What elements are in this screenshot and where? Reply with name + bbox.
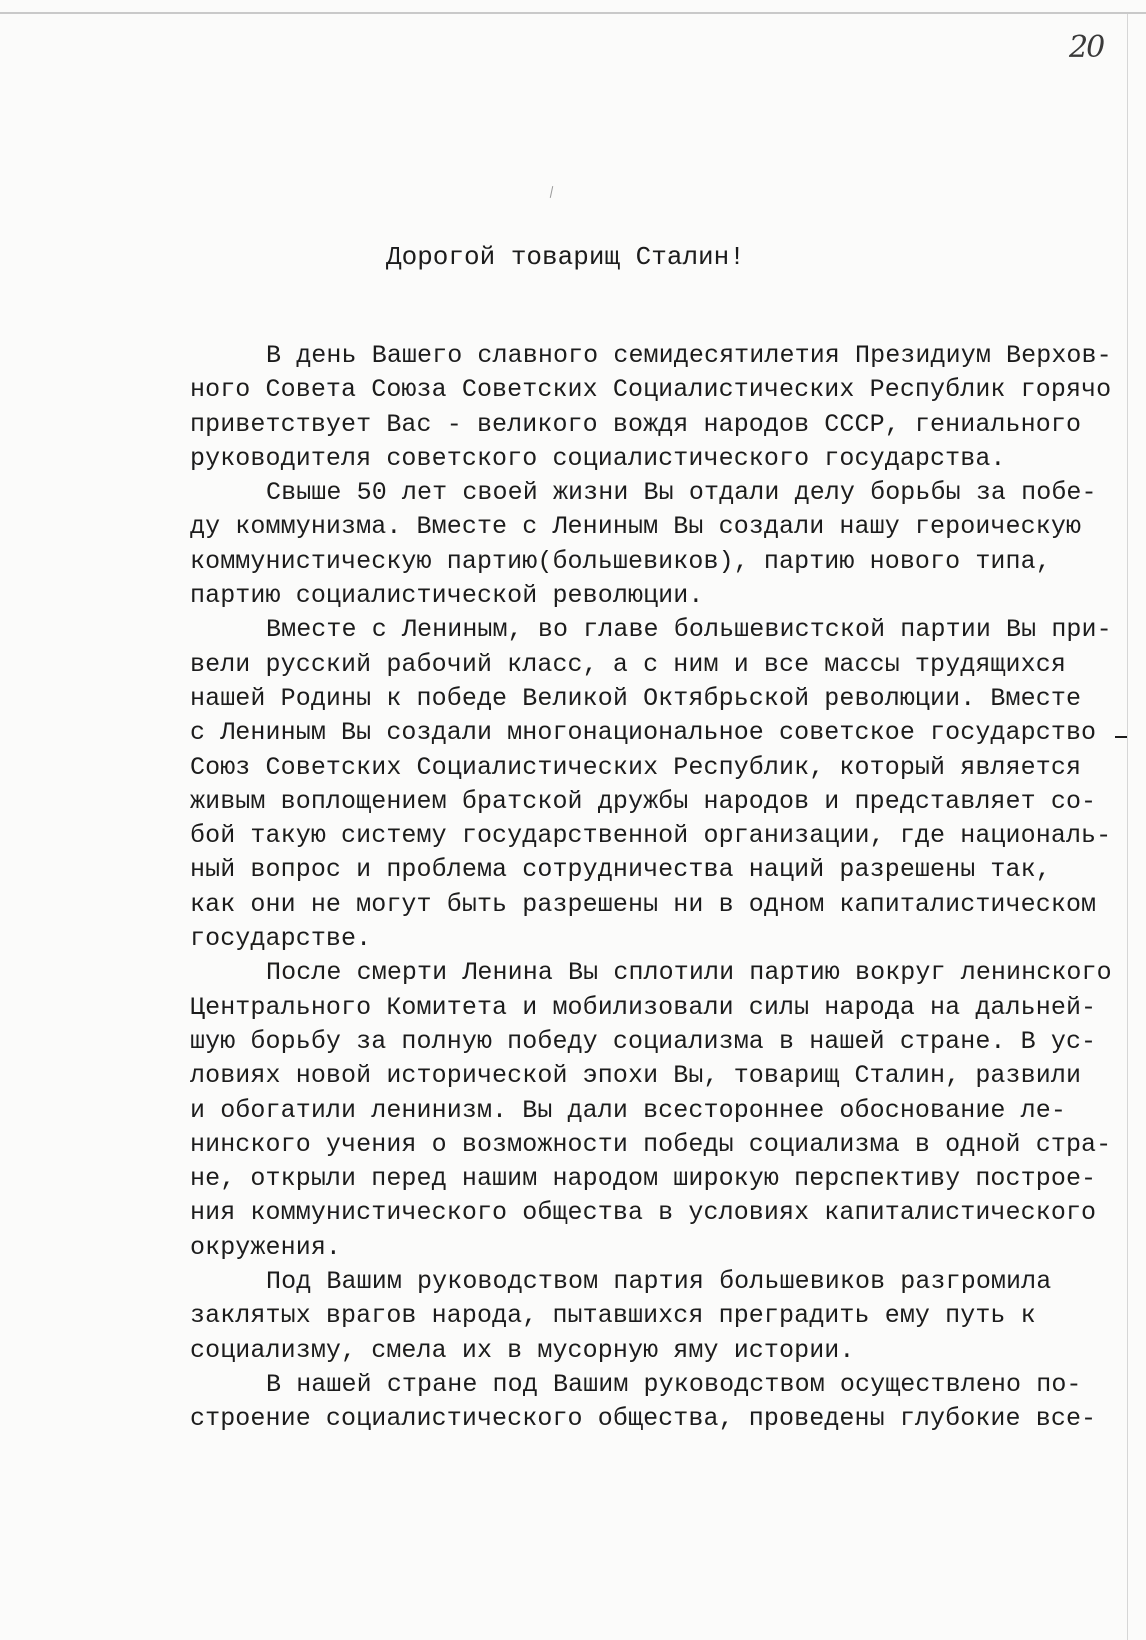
text-line: ловиях новой исторической эпохи Вы, товарищ Сталин, развили xyxy=(190,1061,1082,1091)
text-line: руководителя советского социалистического государства. xyxy=(190,443,1006,473)
text-line: строение социалистического общества, проведены глубокие все- xyxy=(190,1404,1097,1434)
text-line: нинского учения о возможности победы социализма в одной стра- xyxy=(190,1129,1112,1159)
text-line: ный вопрос и проблема сотрудничества наций разрешены так, xyxy=(190,855,1051,885)
text-line: Свыше 50 лет своей жизни Вы отдали делу борьбы за побе- xyxy=(266,478,1097,508)
text-line: Вместе с Лениным, во главе большевистской партии Вы при- xyxy=(266,615,1112,645)
text-line: нашей Родины к победе Великой Октябрьской революции. Вместе xyxy=(190,683,1082,713)
text-line: шую борьбу за полную победу социализма в нашей стране. В ус- xyxy=(190,1026,1097,1056)
salutation: Дорогой товарищ Сталин! xyxy=(386,242,745,272)
text-line: В нашей стране под Вашим руководством осуществлено по- xyxy=(266,1369,1082,1399)
text-line: вели русский рабочий класс, а с ним и все массы трудящихся xyxy=(190,649,1066,679)
page-right-edge xyxy=(1127,14,1128,1640)
stray-pen-mark xyxy=(550,186,553,198)
text-line: и обогатили ленинизм. Вы дали всестороннее обоснование ле- xyxy=(190,1095,1066,1125)
page-top-edge xyxy=(0,12,1146,14)
text-line: В день Вашего славного семидесятилетия Президиум Верхов- xyxy=(266,341,1112,370)
text-line: ного Совета Союза Советских Социалистических Республик горячо xyxy=(190,375,1112,405)
text-line: как они не могут быть разрешены ни в одном капиталистическом xyxy=(190,889,1097,919)
text-line: партию социалистической революции. xyxy=(190,581,704,611)
text-line: Центрального Комитета и мобилизовали силы народа на дальней- xyxy=(190,992,1097,1022)
text-line: Союз Советских Социалистических Республик, который является xyxy=(190,752,1082,782)
text-line: ния коммунистического общества в условиях капиталистического xyxy=(190,1198,1097,1228)
text-line: ду коммунизма. Вместе с Лениным Вы создали нашу героическую xyxy=(190,512,1082,542)
text-line: приветствует Вас - великого вождя народов СССР, гениального xyxy=(190,409,1082,439)
handwritten-page-number: 20 xyxy=(1069,30,1104,65)
text-line: заклятых врагов народа, пытавшихся преградить ему путь к xyxy=(190,1301,1036,1331)
text-line: не, открыли перед нашим народом широкую перспективу построе- xyxy=(190,1164,1097,1194)
text-line: окружения. xyxy=(190,1232,342,1262)
text-line: государстве. xyxy=(190,924,372,954)
text-line: бой такую систему государственной организации, где националь- xyxy=(190,821,1112,851)
text-line: Под Вашим руководством партия большевиков разгромила xyxy=(266,1267,1052,1297)
text-line: социализму, смела их в мусорную яму истории. xyxy=(190,1335,855,1365)
text-line: коммунистическую партию(большевиков), партию нового типа, xyxy=(190,546,1051,576)
letter-body xyxy=(190,339,1120,1437)
text-line: живым воплощением братской дружбы народов и представляет со- xyxy=(190,786,1097,816)
text-line: с Лениным Вы создали многонациональное советское государство xyxy=(190,718,1097,748)
text-line: После смерти Ленина Вы сплотили партию вокруг ленинского xyxy=(266,958,1112,988)
margin-hyphen-mark xyxy=(1115,736,1127,738)
